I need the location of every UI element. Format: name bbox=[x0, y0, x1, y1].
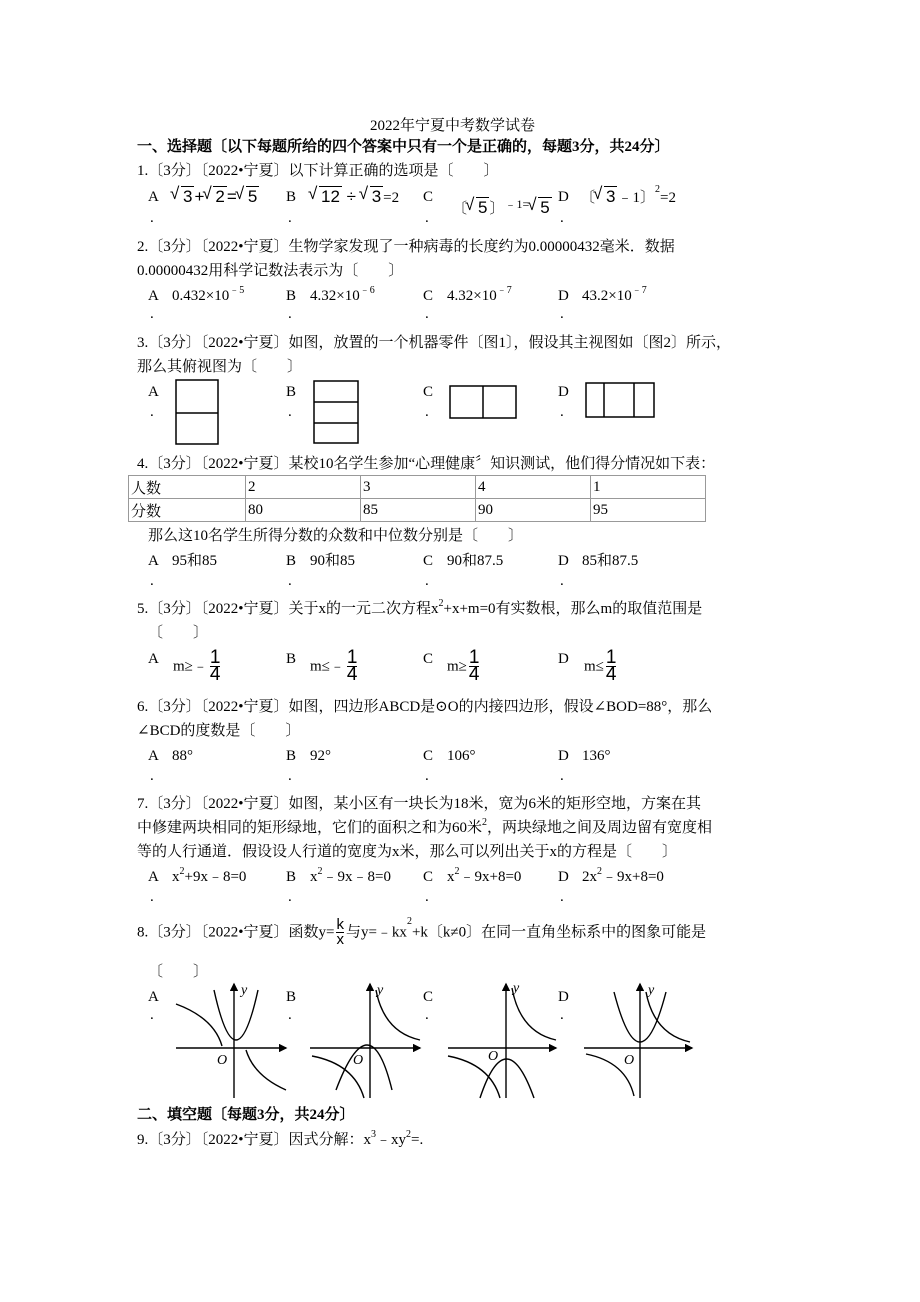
option-b-content: $4.32\times 10^{﹣6}$ bbox=[310, 285, 375, 304]
option-label: A bbox=[148, 384, 159, 400]
option-label: A bbox=[148, 288, 159, 304]
figure-d-top-view bbox=[586, 383, 654, 417]
option-label: A bbox=[148, 651, 159, 667]
table-cell: 人数 bbox=[129, 476, 246, 499]
option-label: D bbox=[558, 748, 569, 764]
axis-y-label: y bbox=[648, 983, 655, 998]
table-cell: 85 bbox=[361, 499, 476, 522]
option-d-content: m≤ $\frac{1}{4}$ bbox=[584, 647, 617, 685]
origin-label: O bbox=[353, 1053, 364, 1068]
figure-c-top-view bbox=[450, 386, 516, 418]
option-label: C bbox=[423, 553, 434, 569]
option-b-content: 90和85 bbox=[310, 553, 356, 569]
option-dot: . bbox=[150, 306, 154, 322]
option-label: B bbox=[286, 748, 297, 764]
table-row bbox=[129, 499, 706, 522]
table-cell: 1 bbox=[591, 476, 706, 499]
question-4-stem: 4.〔3分〕〔2022•宁夏〕某校10名学生参加“心理健康〞知识测试，他们得分情况如下表： bbox=[137, 456, 716, 472]
option-label: C bbox=[423, 748, 434, 764]
axis-y-label: y bbox=[241, 983, 248, 998]
option-label: C bbox=[423, 384, 434, 400]
section-heading: 一、选择题〔以下每题所给的四个答案中只有一个是正确的，每题3分，共24分〕 bbox=[137, 139, 670, 155]
table-cell: 90 bbox=[476, 499, 591, 522]
question-8-stem: 8.〔3分〕〔2022•宁夏〕函数y= $\frac{k}{x}$ 与$y=﹣kx^2+k$〔k≠0〕在同一直角坐标系中的图象可能是 bbox=[137, 916, 707, 948]
option-label: B bbox=[286, 553, 297, 569]
page-title: 2022年宁夏中考数学试卷 bbox=[370, 118, 536, 134]
option-dot: . bbox=[150, 210, 154, 226]
option-dot: . bbox=[150, 768, 154, 784]
option-dot: . bbox=[150, 573, 154, 589]
option-a-content: 95和85 bbox=[172, 553, 218, 569]
question-4-question: 那么这10名学生所得分数的众数和中位数分别是〔 〕 bbox=[148, 528, 524, 544]
option-dot: . bbox=[425, 306, 429, 322]
origin-label: O bbox=[624, 1053, 635, 1068]
option-label: C bbox=[423, 869, 434, 885]
option-label: B bbox=[286, 651, 297, 667]
option-dot: . bbox=[288, 573, 292, 589]
table-cell: 95 bbox=[591, 499, 706, 522]
question-7-stem-cont: 中修建两块相同的矩形绿地，它们的面积之和为60米$^2$，两块绿地之间及周边留有宽度相 bbox=[137, 817, 713, 836]
question-6-stem-cont: ∠BCD的度数是〔 〕 bbox=[137, 723, 301, 739]
graph-a bbox=[176, 984, 286, 1098]
option-b-content: $x^2﹣9x﹣8=0$ bbox=[310, 866, 391, 885]
option-label: C bbox=[423, 189, 434, 205]
option-dot: . bbox=[288, 768, 292, 784]
option-dot: . bbox=[425, 1007, 429, 1023]
option-d-content: 85和87.5 bbox=[582, 553, 639, 569]
option-d-content: 〔√ 3 ﹣1〕$^2$=2 bbox=[580, 186, 676, 207]
question-3-stem-cont: 那么其俯视图为〔 〕 bbox=[137, 359, 303, 375]
question-5-stem-cont: 〔 〕 bbox=[148, 625, 209, 641]
option-a-content: 88° bbox=[172, 748, 193, 764]
option-label: D bbox=[558, 288, 569, 304]
option-dot: . bbox=[150, 889, 154, 905]
option-label: B bbox=[286, 384, 297, 400]
option-d-content: 136° bbox=[582, 748, 611, 764]
option-label: A bbox=[148, 553, 159, 569]
option-dot: . bbox=[288, 210, 292, 226]
option-label: D bbox=[558, 989, 569, 1005]
option-label: C bbox=[423, 651, 434, 667]
option-dot: . bbox=[425, 210, 429, 226]
option-dot: . bbox=[288, 404, 292, 420]
option-label: A bbox=[148, 869, 159, 885]
option-dot: . bbox=[425, 889, 429, 905]
option-label: D bbox=[558, 384, 569, 400]
option-dot: . bbox=[560, 306, 564, 322]
graph-b bbox=[310, 984, 420, 1098]
option-dot: . bbox=[288, 306, 292, 322]
graph-c bbox=[448, 984, 556, 1098]
option-label: D bbox=[558, 651, 569, 667]
table-cell: 2 bbox=[246, 476, 361, 499]
question-1-stem: 1.〔3分〕〔2022•宁夏〕以下计算正确的选项是〔 〕 bbox=[137, 163, 499, 179]
option-dot: . bbox=[560, 210, 564, 226]
option-dot: . bbox=[425, 404, 429, 420]
option-dot: . bbox=[560, 573, 564, 589]
question-6-stem: 6.〔3分〕〔2022•宁夏〕如图，四边形ABCD是⊙O的内接四边形，假设∠BOD=88°，那么 bbox=[137, 699, 713, 715]
option-b-content: √ 12 ÷ √ 3 =2 bbox=[310, 186, 399, 207]
option-label: B bbox=[286, 189, 297, 205]
option-a-content: $0.432\times 10^{﹣5}$ bbox=[172, 285, 245, 304]
option-b-content: m≤﹣ $\frac{1}{4}$ bbox=[310, 647, 358, 685]
option-dot: . bbox=[150, 1007, 154, 1023]
graph-d bbox=[584, 984, 692, 1098]
option-dot: . bbox=[288, 1007, 292, 1023]
option-a-content: $x^2+9x﹣8=0$ bbox=[172, 866, 247, 885]
question-2-stem: 2.〔3分〕〔2022•宁夏〕生物学家发现了一种病毒的长度约为0.00000432毫米．数据 bbox=[137, 239, 675, 255]
axis-y-label: y bbox=[377, 983, 384, 998]
option-label: C bbox=[423, 288, 434, 304]
question-9-stem: 9.〔3分〕〔2022•宁夏〕因式分解：$x^3﹣xy^2=$. bbox=[137, 1129, 424, 1148]
option-b-content: 92° bbox=[310, 748, 331, 764]
table-cell: 4 bbox=[476, 476, 591, 499]
table-cell: 80 bbox=[246, 499, 361, 522]
question-5-stem: 5.〔3分〕〔2022•宁夏〕关于x的一元二次方程$x^2+x+m=0$有实数根，那么m的取值范围是 bbox=[137, 598, 703, 617]
question-2-stem-cont: 0.00000432用科学记数法表示为〔 〕 bbox=[137, 263, 404, 279]
origin-label: O bbox=[217, 1053, 228, 1068]
option-a-content: √ 3 +√ 2 =√ 5 bbox=[172, 186, 259, 207]
option-label: A bbox=[148, 748, 159, 764]
score-table bbox=[128, 475, 706, 522]
option-d-content: $43.2\times 10^{﹣7}$ bbox=[582, 285, 647, 304]
table-cell: 分数 bbox=[129, 499, 246, 522]
option-dot: . bbox=[288, 889, 292, 905]
option-c-content: 106° bbox=[447, 748, 476, 764]
option-c-content: 90和87.5 bbox=[447, 553, 504, 569]
question-3-stem: 3.〔3分〕〔2022•宁夏〕如图，放置的一个机器零件〔图1〕，假设其主视图如〔图2〕所示， bbox=[137, 335, 732, 351]
figure-b-top-view bbox=[314, 381, 358, 443]
axis-y-label: y bbox=[513, 981, 520, 996]
origin-label: O bbox=[488, 1049, 499, 1064]
option-dot: . bbox=[560, 768, 564, 784]
option-dot: . bbox=[150, 404, 154, 420]
option-dot: . bbox=[425, 768, 429, 784]
q8-graphs bbox=[0, 980, 920, 1105]
option-label: D bbox=[558, 869, 569, 885]
option-dot: . bbox=[560, 889, 564, 905]
option-c-content: $4.32\times 10^{﹣7}$ bbox=[447, 285, 512, 304]
option-dot: . bbox=[560, 1007, 564, 1023]
option-c-content: $x^2﹣9x+8=0$ bbox=[447, 866, 522, 885]
question-7-stem: 7.〔3分〕〔2022•宁夏〕如图，某小区有一块长为18米，宽为6米的矩形空地，方案在其 bbox=[137, 796, 702, 812]
q3-figures bbox=[0, 0, 920, 460]
option-c-content: m≥ $\frac{1}{4}$ bbox=[447, 647, 480, 685]
option-label: D bbox=[558, 189, 569, 205]
option-label: B bbox=[286, 288, 297, 304]
option-label: D bbox=[558, 553, 569, 569]
question-7-stem-cont: 等的人行通道．假设设人行道的宽度为x米，那么可以列出关于x的方程是〔 〕 bbox=[137, 844, 678, 860]
option-label: A bbox=[148, 189, 159, 205]
option-label: B bbox=[286, 989, 297, 1005]
option-c-content: 〔√ 5 〕$^{﹣1=}$√ 5 bbox=[452, 197, 552, 218]
section-heading: 二、填空题〔每题3分，共24分〕 bbox=[137, 1107, 355, 1123]
option-label: A bbox=[148, 989, 159, 1005]
option-dot: . bbox=[560, 404, 564, 420]
option-d-content: $2x^2﹣9x+8=0$ bbox=[582, 866, 664, 885]
figure-a-top-view bbox=[176, 380, 218, 444]
option-a-content: m≥﹣ $\frac{1}{4}$ bbox=[173, 647, 221, 685]
option-label: B bbox=[286, 869, 297, 885]
option-label: C bbox=[423, 989, 434, 1005]
question-8-stem-cont: 〔 〕 bbox=[148, 964, 209, 980]
option-dot: . bbox=[425, 573, 429, 589]
table-cell: 3 bbox=[361, 476, 476, 499]
table-row bbox=[129, 476, 706, 499]
